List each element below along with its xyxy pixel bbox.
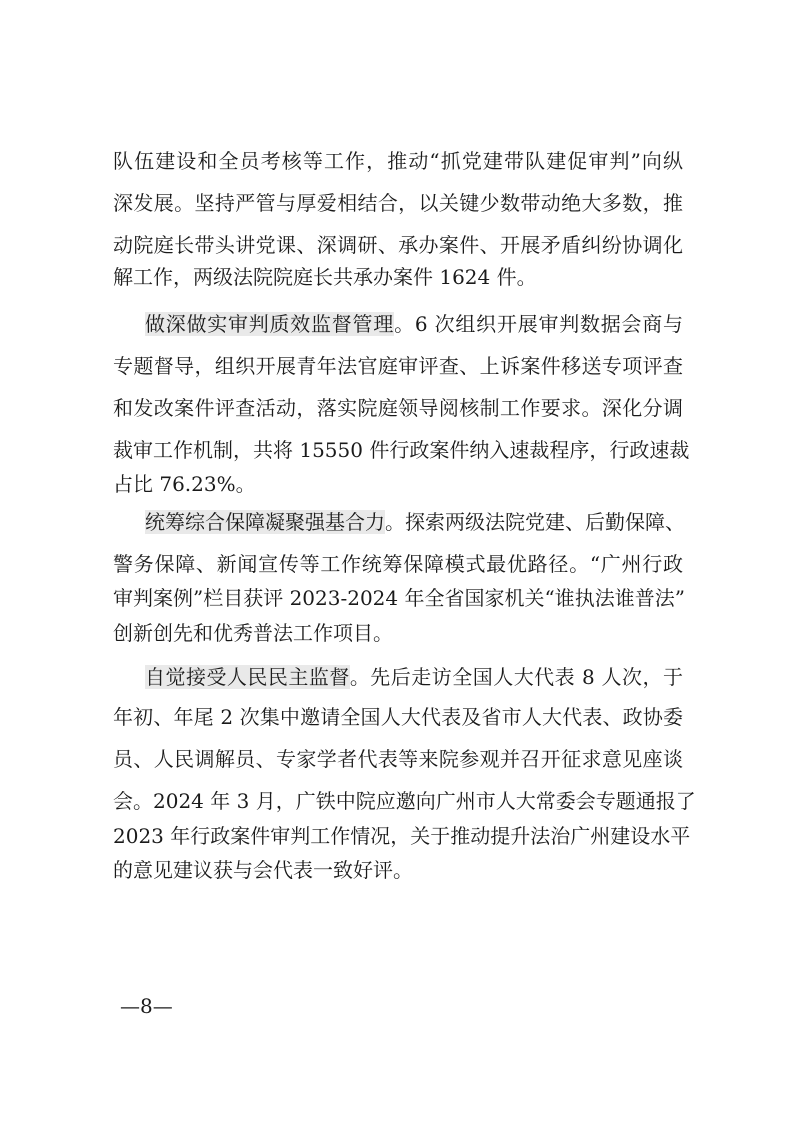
paragraph-line: 员、人民调解员、专家学者代表等来院参观并召开征求意见座谈 (113, 747, 683, 771)
paragraph-text: 。探索两级法院党建、后勤保障、 (385, 510, 685, 534)
paragraph-first-line (145, 307, 683, 341)
paragraph-first-line (145, 660, 683, 694)
paragraph-line: 占比 76.23%。 (113, 472, 256, 496)
paragraph-text: 。6 次组织开展审判数据会商与 (394, 312, 683, 336)
paragraph-first-line (145, 505, 683, 539)
section-heading: 做深做实审判质效监督管理 (145, 312, 395, 336)
page-number: —8— (120, 994, 173, 1018)
paragraph-line: 裁审工作机制，共将 15550 件行政案件纳入速裁程序，行政速裁 (113, 438, 690, 462)
paragraph-line: 年初、年尾 2 次集中邀请全国人大代表及省市人大代表、政协委 (113, 705, 683, 729)
paragraph-line: 的意见建议获与会代表一致好评。 (113, 858, 413, 882)
paragraph-line: 审判案例”栏目获评 2023-2024 年全省国家机关“谁执法谁普法” (113, 586, 685, 610)
paragraph-line: 和发改案件评查活动，落实院庭领导阅核制工作要求。深化分调 (113, 396, 683, 420)
section-heading: 统筹综合保障凝聚强基合力 (145, 510, 385, 534)
paragraph-line: 队伍建设和全员考核等工作，推动“抓党建带队建促审判”向纵 (113, 149, 683, 173)
paragraph-line: 深发展。坚持严管与厚爱相结合，以关键少数带动绝大多数，推 (113, 191, 683, 215)
paragraph-line: 创新创先和优秀普法工作项目。 (113, 621, 393, 645)
section-heading: 自觉接受人民民主监督 (145, 665, 350, 689)
paragraph-line: 警务保障、新闻宣传等工作统筹保障模式最优路径。“广州行政 (113, 552, 683, 576)
paragraph-text: 。先后走访全国人大代表 8 人次，于 (349, 665, 683, 689)
paragraph-line: 动院庭长带头讲党课、深调研、承办案件、开展矛盾纠纷协调化 (113, 233, 683, 257)
paragraph-line: 会。2024 年 3 月，广铁中院应邀向广州市人大常委会专题通报了 (113, 789, 696, 813)
paragraph-line: 2023 年行政案件审判工作情况，关于推动提升法治广州建设水平 (113, 824, 691, 848)
paragraph-line: 解工作，两级法院院庭长共承办案件 1624 件。 (113, 265, 537, 289)
paragraph-line: 专题督导，组织开展青年法官庭审评查、上诉案件移送专项评查 (113, 354, 683, 378)
